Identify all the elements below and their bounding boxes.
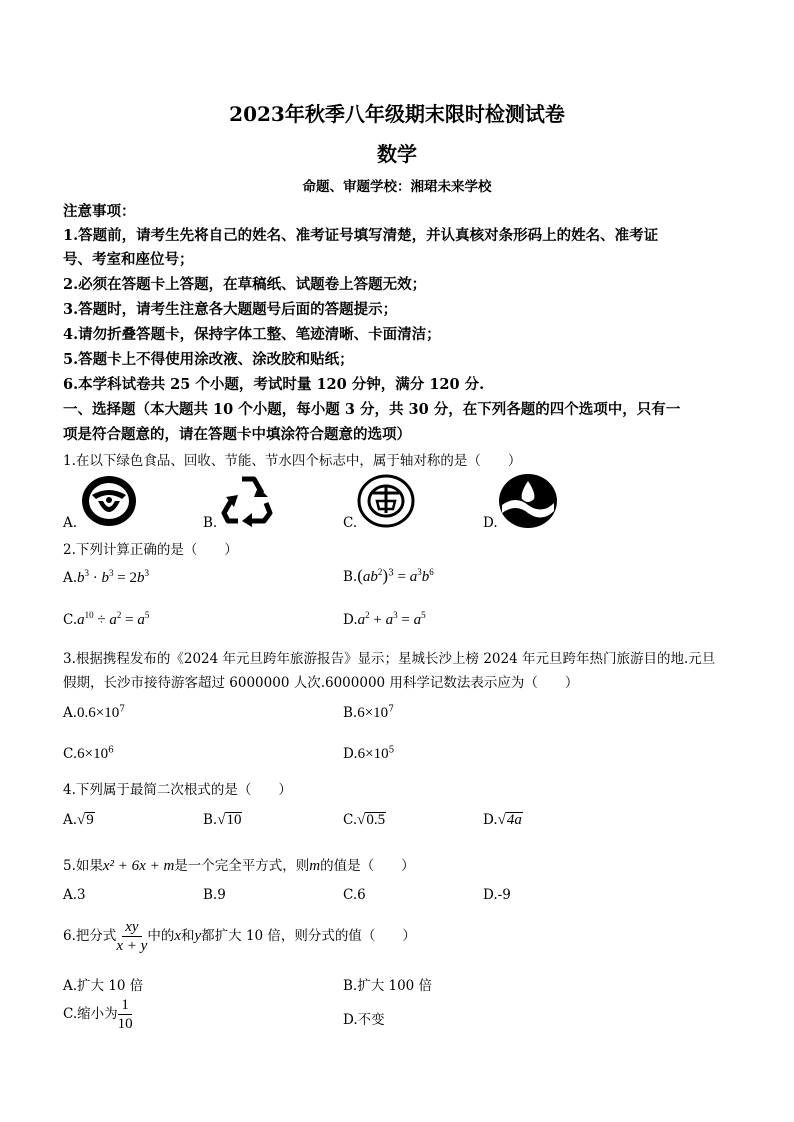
option-d: D.-9 — [483, 887, 511, 903]
option-b: $B.6\times 10^7$ — [343, 704, 394, 721]
page-title: 2023年秋季八年级期末限时检测试卷 — [229, 102, 565, 126]
option-label: D. — [483, 515, 498, 531]
notice-item: 4.请勿折叠答题卡，保持字体工整、笔迹清晰、卡面清洁； — [63, 326, 441, 343]
notice-item: 6.本学科试卷共 25 个小题，考试时量 120 分钟，满分 120 分. — [63, 376, 485, 393]
option-c: C.缩小为 $\frac{1}{10}$ — [63, 997, 133, 1032]
option-a: $A.0.6\times 10^7$ — [63, 704, 125, 721]
option-label: A. — [63, 515, 78, 531]
option-c: C.6 — [343, 887, 366, 903]
notice-item: 5.答题卡上不得使用涂改液、涂改胶和贴纸； — [63, 351, 354, 368]
option-a: A.√9 — [63, 812, 94, 828]
option-c: $C.6\times 10^6$ — [63, 745, 114, 762]
option-b: B.9 — [203, 887, 226, 903]
question-5-stem: 5.如果x² + 6x + m是一个完全平方式，则m的值是（ ） — [63, 858, 415, 874]
energy-saving-logo-icon — [357, 473, 415, 529]
notice-heading: 注意事项： — [63, 203, 136, 220]
question-6-stem: 6.把分式 $\frac{xy}{x + y}$ 中的x和y都扩大 10 倍，则分式的值（ ） — [63, 919, 416, 954]
option-b: B.扩大 100 倍 — [343, 978, 433, 994]
school-line: 命题、审题学校：湘珺未来学校 — [302, 179, 492, 195]
subject-title: 数学 — [377, 142, 417, 166]
notice-item: 1.答题前，请考生先将自己的姓名、准考证号填写清楚，并认真核对条形码上的姓名、准考证 — [63, 227, 659, 244]
option-label: B. — [203, 515, 218, 531]
section-heading: 项是符合题意的，请在答题卡中填涂符合题意的选项） — [63, 426, 411, 443]
section-heading: 一、选择题（本大题共 10 个小题，每小题 3 分，共 30 分，在下列各题的四个选项中，只有一 — [63, 401, 681, 418]
option-a: A.扩大 10 倍 — [63, 978, 144, 994]
option-b: $B.(ab^2)^3 = a^3b^6$ — [343, 566, 434, 585]
notice-item: 号、考室和座位号； — [63, 251, 194, 268]
option-b: B.√10 — [203, 812, 242, 828]
option-c: $C.a^{10} \div a^2 = a^5$ — [63, 610, 150, 628]
question-3-stem: 假期，长沙市接待游客超过 6000000 人次.6000000 用科学记数法表示应为（ ） — [63, 675, 579, 691]
option-d: $D.6\times 10^5$ — [343, 745, 395, 762]
option-c: C.√0.5 — [343, 812, 386, 828]
option-a: A.3 — [63, 887, 86, 903]
green-food-logo-icon — [80, 473, 138, 529]
notice-item: 2.必须在答题卡上答题，在草稿纸、试题卷上答题无效； — [63, 276, 427, 293]
question-3-stem: 3.根据携程发布的《2024 年元旦跨年旅游报告》显示；星城长沙上榜 2024 年元旦跨年热门旅游目的地.元旦 — [63, 651, 716, 667]
recycle-logo-icon — [220, 473, 276, 527]
option-d: D.√4a — [483, 812, 522, 828]
option-d: $D.a^2 + a^3 = a^5$ — [343, 610, 426, 628]
notice-item: 3.答题时，请考生注意各大题题号后面的答题提示； — [63, 301, 398, 318]
option-label: C. — [343, 515, 358, 531]
question-2-stem: 2.下列计算正确的是（ ） — [63, 542, 238, 558]
water-saving-logo-icon — [498, 473, 558, 529]
question-1-stem: 1.在以下绿色食品、回收、节能、节水四个标志中，属于轴对称的是（ ） — [63, 453, 522, 469]
question-4-stem: 4.下列属于最简二次根式的是（ ） — [63, 782, 292, 798]
option-a: $A.b^3 \cdot b^3 = 2b^3$ — [63, 568, 150, 586]
option-d: D.不变 — [343, 1012, 385, 1028]
